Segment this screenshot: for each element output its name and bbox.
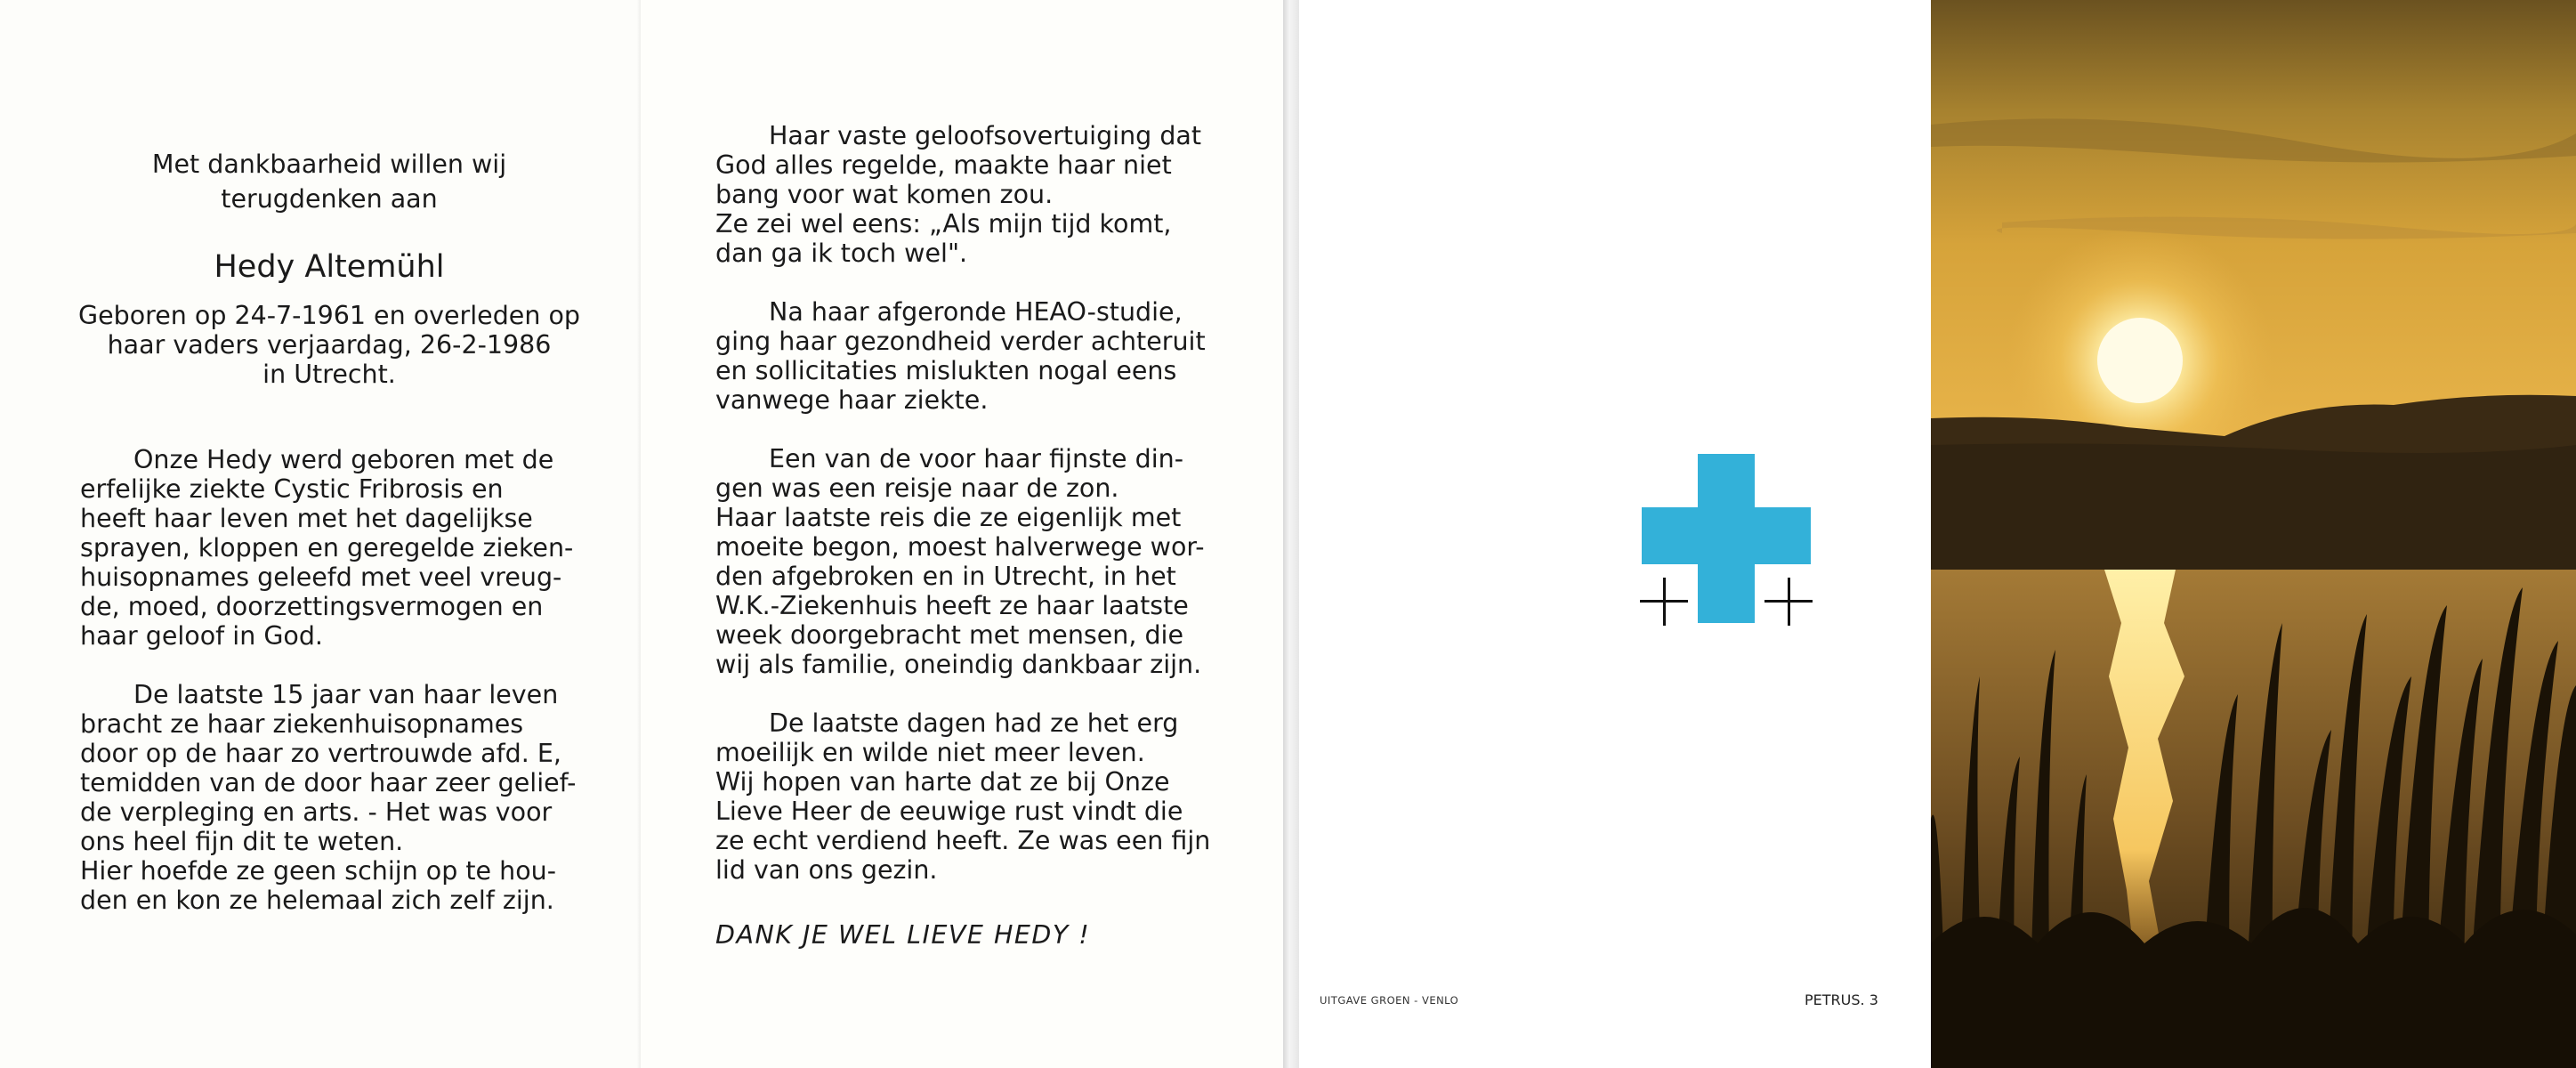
print-number: PETRUS. 3: [1805, 991, 1878, 1008]
life-dates: [71, 301, 587, 389]
middle-body-text: [715, 121, 1227, 950]
intro-line-1: Met dankbaarheid willen wij: [151, 150, 507, 179]
closing-line: DANK JE WEL LIEVE HEDY !: [715, 920, 1091, 950]
left-body-text: [80, 445, 587, 944]
middle-paragraph-4: De laatste dagen had ze het erg moeilijk en wilde niet meer leven. Wij hopen van harte dat ze bij Onze Lieve Heer de eeuwige rust vindt die ze echt verdiend heeft. Ze was een fijn lid van ons gezin.: [715, 708, 1211, 885]
dates-line-2: haar vaders verjaardag, 26-2-1986: [107, 330, 552, 360]
deceased-name: Hedy Altemühl: [214, 249, 445, 285]
left-page: [0, 0, 641, 1068]
small-cross-icon: [1640, 578, 1688, 626]
memorial-intro: [71, 150, 587, 389]
left-paragraph-2: De laatste 15 jaar van haar leven bracht ze haar ziekenhuisopnames door op de haar zo vertrouwde afd. E, temidden van de door haar zeer gelief- de verpleging en arts. - Het was voor ons heel fijn dit te weten. Hier hoefde ze geen schijn op te hou- den en kon ze helemaal zich zelf zijn.: [80, 680, 577, 915]
small-cross-icon: [1764, 578, 1813, 626]
middle-paragraph-2: Na haar afgeronde HEAO-studie, ging haar gezondheid verder achteruit en sollicitaties mislukten nogal eens vanwege haar ziekte.: [715, 297, 1206, 415]
dates-line-1: Geboren op 24-7-1961 en overleden op: [78, 301, 580, 330]
middle-paragraph-1: Haar vaste geloofsovertuiging dat God alles regelde, maakte haar niet bang voor wat komen zou. Ze zei wel eens: „Als mijn tijd komt, dan ga ik toch wel".: [715, 121, 1202, 268]
cover-page: [1299, 0, 1931, 1068]
sunset-over-water-icon: [1931, 0, 2576, 1068]
sunset-photo: [1931, 0, 2576, 1068]
dates-line-3: in Utrecht.: [262, 360, 396, 389]
publisher-imprint: UITGAVE GROEN - VENLO: [1320, 994, 1459, 1007]
intro-line-2: terugdenken aan: [221, 184, 438, 214]
card-gap: [1283, 0, 1299, 1068]
middle-paragraph-3: Een van de voor haar fijnste din- gen was een reisje naar de zon. Haar laatste reis die ze eigenlijk met moeite begon, moest halverwege wor- den afgebroken en in Utrecht, in het W.K.-Ziekenhuis heeft ze haar laatste week doorgebracht met mensen, die wij als familie, oneindig dankbaar zijn.: [715, 444, 1205, 679]
left-paragraph-1: Onze Hedy werd geboren met de erfelijke ziekte Cystic Fribrosis en heeft haar leven met het dagelijkse sprayen, kloppen en geregelde zieken- huisopnames geleefd met veel vreug- de, moed, doorzettingsvermogen en haar geloof in God.: [80, 445, 574, 651]
